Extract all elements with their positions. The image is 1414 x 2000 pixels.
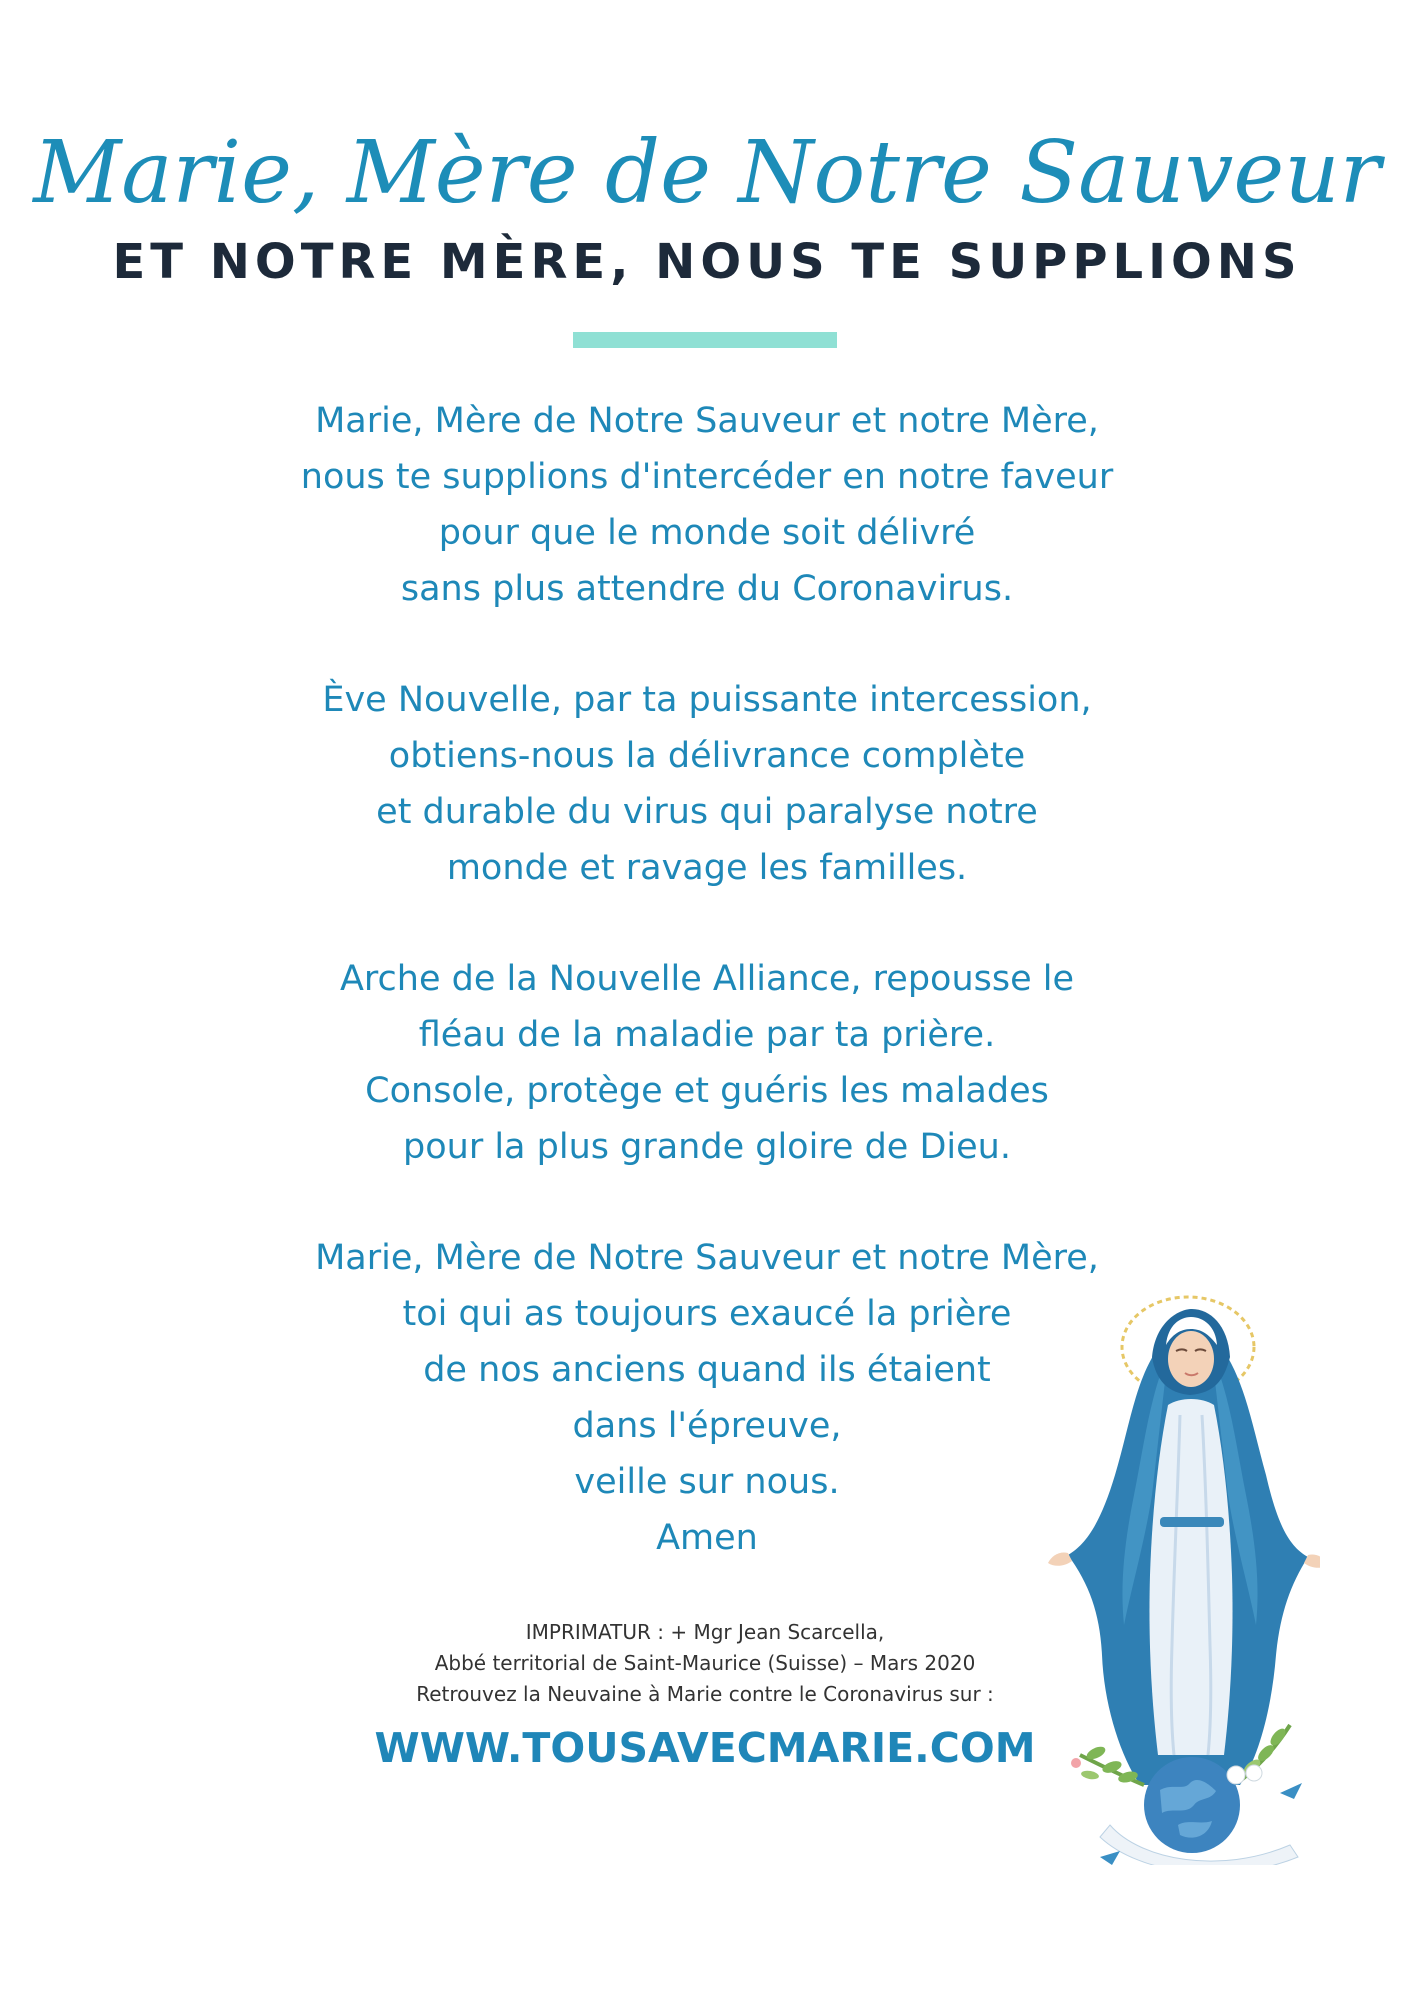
prayer-line: nous te supplions d'intercéder en notre faveur [300,457,1114,497]
credits-line: IMPRIMATUR : + Mgr Jean Scarcella, [525,1620,885,1644]
credits-line: Retrouvez la Neuvaine à Marie contre le Coronavirus sur : [416,1682,994,1706]
prayer-line: Ève Nouvelle, par ta puissante intercession, [322,680,1092,720]
prayer-line: Marie, Mère de Notre Sauveur et notre Mère, [315,401,1099,441]
virgin-mary-illustration [1040,1285,1320,1865]
prayer-line: pour que le monde soit délivré [438,513,976,553]
prayer-line: veille sur nous. [574,1462,840,1502]
prayer-line: Console, protège et guéris les malades [365,1071,1049,1111]
prayer-stanza-1 [157,393,1257,617]
prayer-line: fléau de la maladie par ta prière. [418,1015,996,1055]
prayer-line: sans plus attendre du Coronavirus. [400,569,1014,609]
website-link[interactable]: WWW.TOUSAVECMARIE.COM [374,1724,1036,1772]
prayer-stanza-2 [157,672,1257,896]
prayer-line: monde et ravage les familles. [446,848,968,888]
credits-line: Abbé territorial de Saint-Maurice (Suisse) – Mars 2020 [434,1651,976,1675]
prayer-line: Marie, Mère de Notre Sauveur et notre Mère, [315,1238,1099,1278]
prayer-line: de nos anciens quand ils étaient [423,1350,991,1390]
virgin-mary-icon [1040,1285,1320,1865]
prayer-line: pour la plus grande gloire de Dieu. [403,1127,1011,1167]
prayer-line: obtiens-nous la délivrance complète [388,736,1026,776]
prayer-line: et durable du virus qui paralyse notre [376,792,1038,832]
prayer-line-amen: Amen [656,1518,758,1558]
title-caps: ET NOTRE MÈRE, NOUS TE SUPPLIONS [112,234,1302,290]
prayer-line: toi qui as toujours exaucé la prière [402,1294,1012,1334]
title-divider [573,332,837,348]
prayer-line: Arche de la Nouvelle Alliance, repousse le [339,959,1075,999]
title-script: Marie, Mère de Notre Sauveur [33,123,1381,223]
prayer-stanza-3 [157,951,1257,1175]
prayer-line: dans l'épreuve, [572,1406,842,1446]
